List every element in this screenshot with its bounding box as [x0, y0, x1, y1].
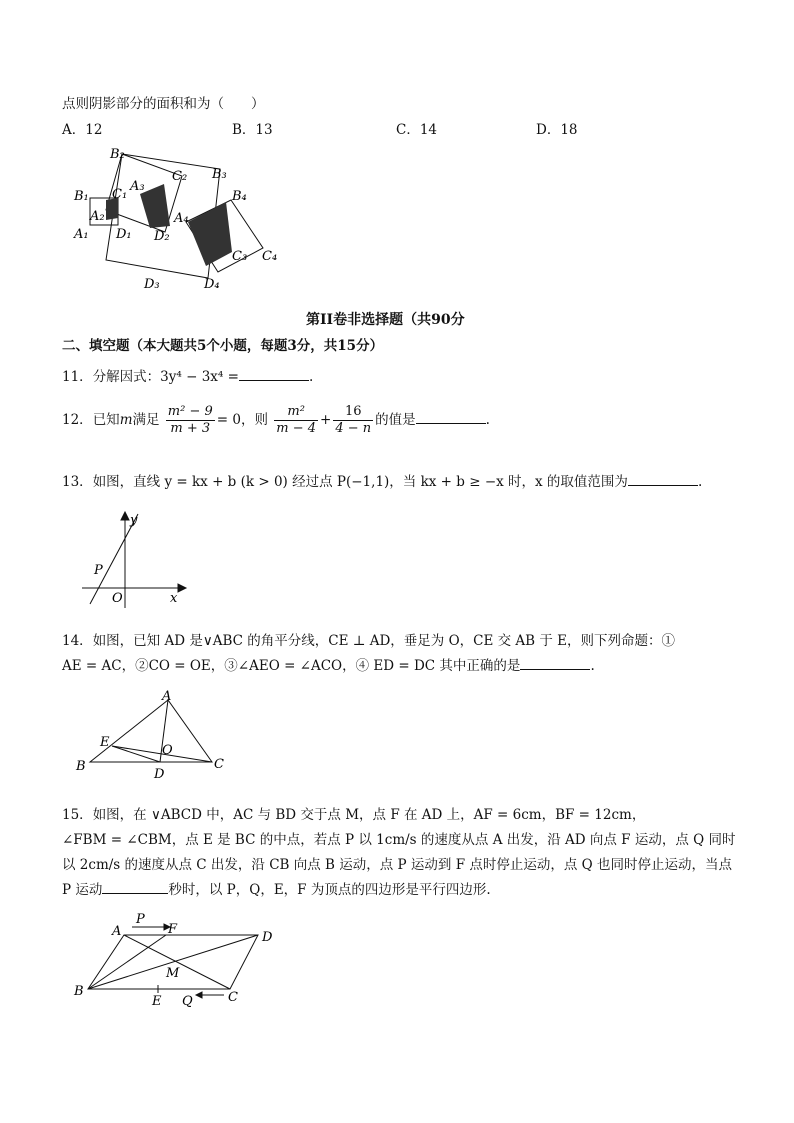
q12-fraction-2: [274, 404, 318, 437]
q15-text-1: 如图，在 ∨ABCD 中，AC 与 BD 交于点 M，点 F 在 AD 上，AF = 6cm，BF = 12cm，: [92, 807, 646, 823]
label-c2: C₂: [172, 169, 188, 184]
label-q: Q: [182, 994, 193, 1009]
label-e: E: [152, 994, 162, 1009]
shaded-region-3: [188, 202, 232, 266]
label-p: P: [136, 912, 145, 927]
q12-var-m: m: [119, 412, 133, 428]
q11-end: .: [308, 369, 314, 385]
label-a4: A₄: [174, 211, 189, 226]
q11-text: 分解因式：3y⁴ − 3x⁴ =: [92, 369, 239, 385]
label-a1: A₁: [74, 227, 89, 242]
label-a3: A₃: [130, 179, 145, 194]
q13-graph-figure: [78, 508, 188, 608]
q10-option-d: D．18: [536, 122, 578, 138]
y-axis-arrow: [121, 512, 129, 520]
q10-stem: 点则阴影部分的面积和为（ ）: [62, 96, 265, 112]
q14-triangle-figure: [72, 688, 242, 784]
q12-end: .: [485, 412, 490, 428]
q14-end: .: [590, 658, 595, 674]
q12-frac2-den: m − 4: [276, 421, 317, 436]
q15-number: 15．: [62, 807, 93, 823]
label-b3: B₃: [212, 167, 227, 182]
q12-post: 的值是: [375, 412, 416, 428]
question-14-line-1: [62, 629, 675, 649]
q12-frac1-num: m² − 9: [167, 404, 213, 419]
q12-frac3-num: 16: [333, 404, 373, 421]
q13-number: 13．: [62, 474, 93, 490]
label-d: D: [154, 767, 165, 782]
question-14-line-2: [62, 654, 595, 674]
label-m: M: [166, 966, 180, 981]
question-12: [62, 404, 490, 437]
segment-ed: [112, 746, 160, 762]
q14-answer-blank[interactable]: [520, 656, 590, 670]
q15-text-4-post: 秒时，以 P，Q，E，F 为顶点的四边形是平行四边形.: [168, 882, 491, 898]
q12-mid: 满足: [132, 412, 160, 428]
label-f: F: [168, 922, 178, 937]
label-d3: D₃: [144, 277, 160, 292]
q15-text-4-pre: P 运动: [62, 882, 103, 898]
q13-end: .: [697, 474, 703, 490]
label-b2: B₂: [110, 147, 125, 162]
q14-text-2: AE = AC，②CO = OE，③∠AEO = ∠ACO，④ ED = DC 其中正确的是: [62, 658, 521, 674]
q12-fraction-3: [333, 404, 373, 437]
question-15-line-4: [62, 878, 491, 898]
q15-answer-blank[interactable]: [102, 880, 168, 894]
q12-answer-blank[interactable]: [416, 410, 486, 424]
q14-number: 14．: [62, 633, 93, 649]
arrow-q-head: [196, 992, 202, 998]
label-b4: B₄: [232, 189, 247, 204]
label-b: B: [74, 984, 84, 999]
label-a: A: [162, 689, 172, 704]
label-y: y: [130, 513, 138, 528]
label-d2: D₂: [154, 229, 170, 244]
q10-option-b: B．13: [232, 122, 273, 138]
q12-number: 12．: [62, 412, 93, 428]
q15-parallelogram-figure: [70, 905, 290, 1015]
q14-text-1: 如图，已知 AD 是∨ABC 的角平分线，CE ⊥ AD，垂足为 O，CE 交 AB 于 E，则下列命题：①: [92, 633, 676, 649]
label-p: P: [94, 563, 103, 578]
label-d1: D₁: [116, 227, 132, 242]
label-c4: C₄: [262, 249, 278, 264]
label-a: A: [112, 924, 122, 939]
label-o: O: [112, 591, 123, 606]
q12-eq0: = 0，则: [216, 412, 268, 428]
q13-text: 如图，直线 y = kx + b (k > 0) 经过点 P(−1,1)，当 kx + b ≥ −x 时，x 的取值范围为: [92, 474, 628, 490]
q11-number: 11．: [62, 369, 93, 385]
segment-bf: [88, 935, 166, 989]
q13-answer-blank[interactable]: [628, 472, 698, 486]
q11-answer-blank[interactable]: [239, 367, 309, 381]
section-heading: 二、填空题（本大题共5个小题，每题3分，共15分）: [62, 338, 384, 354]
question-15-line-1: [62, 803, 645, 823]
question-15-line-3: 以 2cm/s 的速度从点 C 出发，沿 CB 向点 B 运动，点 P 运动到 F 点时停止运动，点 Q 也同时停止运动，当点: [62, 857, 733, 873]
q12-frac3-den: 4 − n: [335, 421, 372, 436]
q12-fraction-1: [166, 404, 215, 437]
label-c3: C₃: [232, 249, 248, 264]
label-a2: A₂: [90, 209, 105, 224]
q10-option-a: A．12: [62, 122, 103, 138]
question-11: [62, 365, 313, 385]
label-e: E: [100, 735, 110, 750]
question-15-line-2: ∠FBM = ∠CBM，点 E 是 BC 的中点，若点 P 以 1cm/s 的速度从点 A 出发，沿 AD 向点 F 运动，点 Q 同时: [62, 832, 736, 848]
x-axis-arrow: [178, 584, 186, 592]
q12-pre: 已知: [92, 412, 120, 428]
label-x: x: [170, 591, 178, 606]
question-13: [62, 470, 702, 490]
label-c: C: [214, 757, 224, 772]
q12-frac1-den: m + 3: [170, 421, 211, 436]
q10-option-c: C．14: [396, 122, 438, 138]
label-b1: B₁: [74, 189, 89, 204]
label-d4: D₄: [204, 277, 220, 292]
label-b: B: [76, 759, 86, 774]
q12-plus: +: [320, 412, 332, 428]
q12-frac2-num: m²: [274, 404, 318, 421]
q10-squares-figure: [60, 140, 300, 300]
label-c1: C₁: [112, 187, 128, 202]
label-d: D: [262, 930, 273, 945]
label-o: O: [162, 743, 173, 758]
section-title: 第II卷非选择题（共90分: [306, 312, 465, 328]
label-c: C: [228, 990, 238, 1005]
